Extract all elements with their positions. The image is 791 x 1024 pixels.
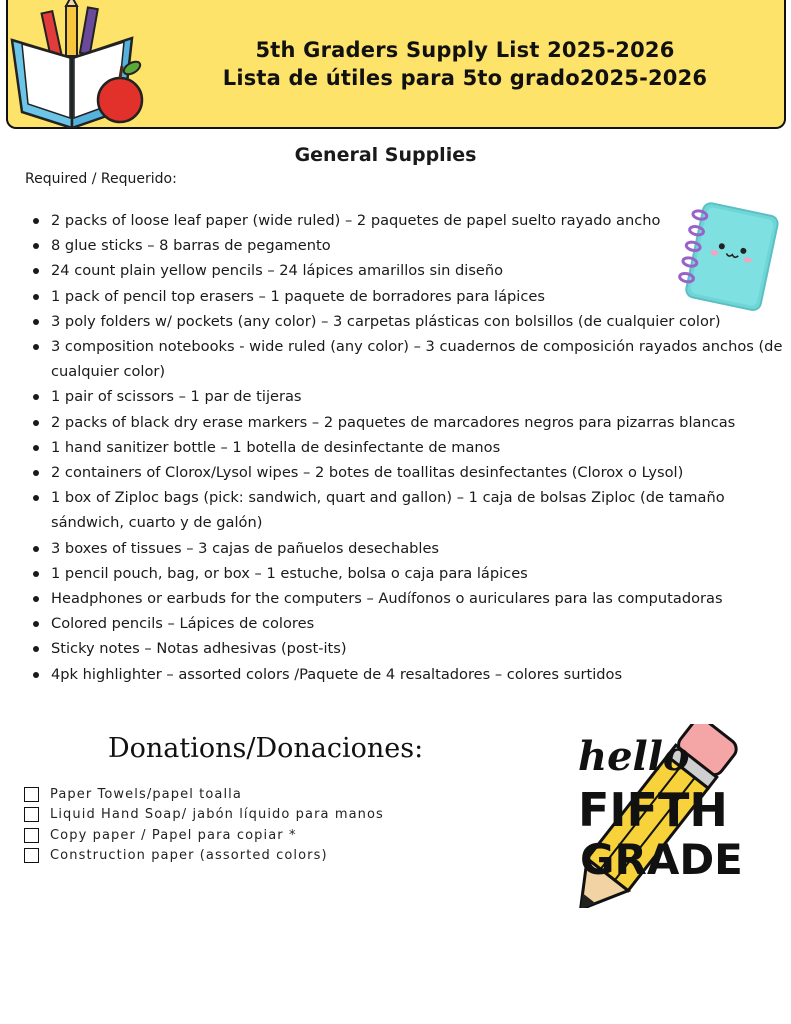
- donation-label: Copy paper / Papel para copiar *: [50, 827, 297, 843]
- supply-item: 1 box of Ziploc bags (pick: sandwich, quart and gallon) – 1 caja de bolsas Ziploc (de tamaño sándwich, cuarto y de galón): [25, 485, 785, 535]
- donation-label: Construction paper (assorted colors): [50, 848, 328, 864]
- supply-item: 8 glue sticks – 8 barras de pegamento: [25, 233, 785, 258]
- supply-item: 4pk highlighter – assorted colors /Paquete de 4 resaltadores – colores surtidos: [25, 662, 785, 687]
- donations-title: Donations/Donaciones:: [108, 733, 424, 764]
- supply-item: 3 poly folders w/ pockets (any color) – 3 carpetas plásticas con bolsillos (de cualquier color): [25, 309, 785, 334]
- donation-label: Paper Towels/papel toalla: [50, 786, 242, 802]
- fifth-text: FIFTH: [578, 783, 728, 837]
- checkbox[interactable]: [24, 787, 39, 802]
- supply-item: 2 packs of loose leaf paper (wide ruled) – 2 paquetes de papel suelto rayado ancho: [25, 208, 785, 233]
- checkbox[interactable]: [24, 807, 39, 822]
- supplies-list: [25, 208, 785, 687]
- checkbox[interactable]: [24, 848, 39, 863]
- supply-item: 24 count plain yellow pencils – 24 lápices amarillos sin diseño: [25, 258, 785, 283]
- section-title: General Supplies: [294, 144, 477, 166]
- kawaii-notebook-icon: [676, 200, 782, 312]
- supply-item: 1 pair of scissors – 1 par de tijeras: [25, 384, 785, 409]
- supply-item: 3 boxes of tissues – 3 cajas de pañuelos desechables: [25, 536, 785, 561]
- supply-item: 1 pencil pouch, bag, or box – 1 estuche, bolsa o caja para lápices: [25, 561, 785, 586]
- supply-item: 2 containers of Clorox/Lysol wipes – 2 botes de toallitas desinfectantes (Clorox o Lysol): [25, 460, 785, 485]
- donation-item: [24, 784, 384, 805]
- supply-item: Sticky notes – Notas adhesivas (post-its): [25, 636, 785, 661]
- title-english: 5th Graders Supply List 2025-2026: [255, 38, 675, 62]
- hello-fifth-grade-pencil-graphic: [566, 724, 746, 908]
- hello-text: hello: [578, 733, 690, 780]
- donation-label: Liquid Hand Soap/ jabón líquido para manos: [50, 807, 384, 823]
- supply-item: Colored pencils – Lápices de colores: [25, 611, 785, 636]
- donation-item: [24, 805, 384, 826]
- supply-item: 3 composition notebooks - wide ruled (any color) – 3 cuadernos de composición rayados anchos (de cualquier color): [25, 334, 785, 384]
- donation-item: [24, 825, 384, 846]
- book-apple-icon: [8, 0, 148, 128]
- title-spanish: Lista de útiles para 5to grado2025-2026: [222, 66, 708, 90]
- supply-item: 2 packs of black dry erase markers – 2 paquetes de marcadores negros para pizarras blancas: [25, 410, 785, 435]
- supply-item: 1 pack of pencil top erasers – 1 paquete de borradores para lápices: [25, 284, 785, 309]
- donation-item: [24, 846, 384, 867]
- supply-item: 1 hand sanitizer bottle – 1 botella de desinfectante de manos: [25, 435, 785, 460]
- supply-item: Headphones or earbuds for the computers – Audífonos o auriculares para las computadoras: [25, 586, 785, 611]
- donations-list: [24, 784, 384, 866]
- grade-text: GRADE: [580, 835, 743, 884]
- checkbox[interactable]: [24, 828, 39, 843]
- required-label: Required / Requerido:: [25, 171, 177, 187]
